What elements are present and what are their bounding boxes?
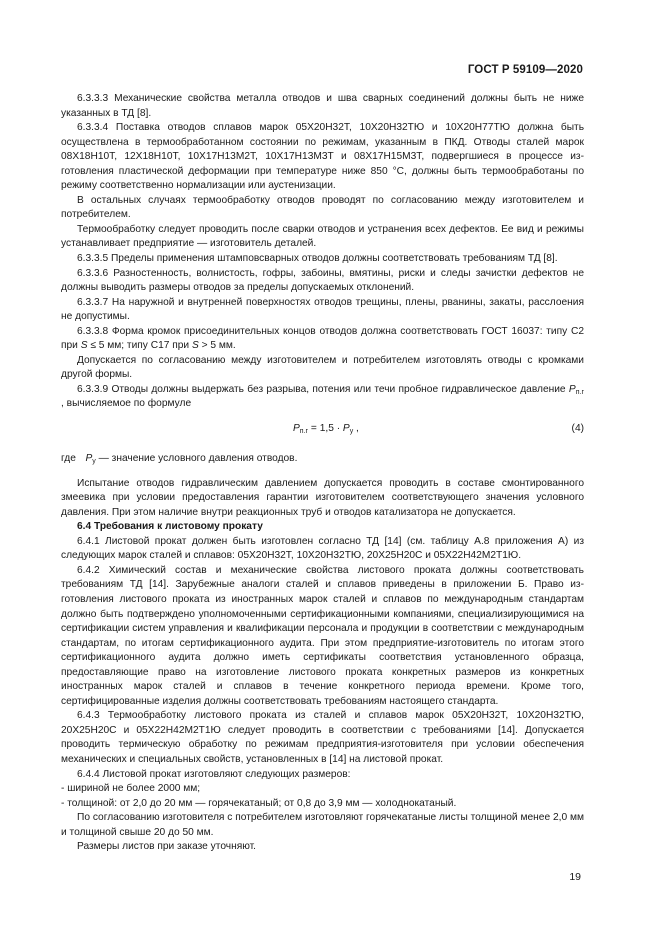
- section-heading-6-4: 6.4 Требования к листовому прокату: [77, 521, 263, 533]
- wall-thickness-symbol: S: [191, 340, 199, 352]
- paragraph-edges: Допускается по согласованию между изготовителем и потребителем изготовлять отводы с кромками другой формы.: [61, 354, 584, 381]
- formula-operator: = 1,5 ·: [308, 423, 343, 435]
- formula-number: (4): [571, 423, 584, 435]
- paragraph-6-3-3-5: 6.3.3.5 Пределы применения штамповсварных отводов должны соответствовать требованиям ТД [8].: [77, 253, 558, 265]
- paragraph-6-4-2: 6.4.2 Химический состав и механические свойства листового проката должны соответствовать требованиям ТД [14]. Зарубежные аналоги сталей и сплавов приведены в приложении Б. Право изготовления листового проката из иностранных марок сталей и сплавов по международным стандартам должно быть подтверждено уполномоченными сертификационными компаниями, специализирующимися на сертификации систем управления и квалификации персонала и продукции в соответствии с международным стандартам, по итогам сертификационного аудита. При этом предприятие-изготовитель по итогам этого сертификационного аудита должно иметь сертификаты соответствия установленного образца, предоставляющие право на изготовление листового проката конкретных размеров из конкретных иностранных марок сталей и сплавов в течение конкретного периода времени. Кроме того, сертифицированные изделия должны соответствовать требованиям настоящего стандарта.: [61, 564, 584, 707]
- paragraph-6-3-3-3: 6.3.3.3 Механические свойства металла отводов и шва сварных соединений должны быть не ниже указанных в ТД [8].: [61, 93, 584, 119]
- formula-expression: [293, 422, 359, 437]
- where-subscript: у: [92, 458, 96, 466]
- page-number: 19: [569, 871, 581, 883]
- list-item-thickness: - толщиной: от 2,0 до 20 мм — горячекатаный; от 0,8 до 3,9 мм — холоднокатаный.: [61, 797, 457, 809]
- paragraph-heat-treatment: Термообработку следует проводить после сварки отводов и устранения всех дефектов. Ее вид и режимы устанавливает предприятие — изготовитель деталей.: [61, 223, 584, 250]
- formula-rhs-symbol: P: [342, 423, 350, 435]
- where-label: где: [61, 453, 76, 465]
- paragraph-6-3-3-9: [61, 383, 584, 412]
- formula-rhs-subscript: у: [349, 428, 354, 436]
- standard-designation: ГОСТ Р 59109—2020: [467, 64, 583, 76]
- paragraph-6-3-3-8: [61, 325, 584, 354]
- condition-c17: > 5 мм.: [198, 340, 236, 352]
- where-symbol: P: [85, 453, 93, 465]
- paragraph-6-3-3-8-text: 6.3.3.8 Форма кромок присоединительных концов отводов должна соответствовать ГОСТ 16037: типу С2 при: [61, 325, 584, 352]
- paragraph-6-4-1: 6.4.1 Листовой прокат должен быть изготовлен согласно ТД [14] (см. таблицу А.8 приложения А) из следующих марок сталей и сплавов: 05Х20Н32Т, 10Х20Н32ТЮ, 20Х25Н20С и 05Х22Н42М2Т1Ю.: [61, 535, 584, 562]
- paragraph-6-3-3-6: 6.3.3.6 Разностенность, волнистость, гофры, забоины, вмятины, риски и следы зачистки дефектов не должны выводить размеры отводов за пределы допускаемых отклонений.: [61, 267, 584, 294]
- paragraph-6-3-3-4: 6.3.3.4 Поставка отводов сплавов марок 05Х20Н32Т, 10Х20Н32ТЮ и 10Х20Н77ТЮ должна быть осуществлена в термообработанном состоянии по режимам, указанным в ПКД. Отводы сталей марок 08Х18Н10Т, 12Х18Н10Т, 10Х17Н13М2Т, 10Х17Н13М3Т и 08Х17Н15М3Т, подвергшиеся в процессе изготовления пластической деформации при температуре ниже 850 °С, должны быть термообработаны по режиму соответственно нормализации или аустенизации.: [61, 122, 584, 192]
- paragraph-6-3-3-9-text: 6.3.3.9 Отводы должны выдержать без разрыва, потения или течи пробное гидравлическое давление: [77, 383, 566, 395]
- paragraph-sizes: Размеры листов при заказе уточняют.: [77, 841, 256, 853]
- paragraph-6-4-4: 6.4.4 Листовой прокат изготовляют следующих размеров:: [77, 768, 351, 780]
- paragraph-hydro-assembled: Испытание отводов гидравлическим давлением допускается проводить в составе смонтированного змеевика при условии предоставления гарантии изготовителем соответствующего значения условного давления. При этом наличие внутри реакционных труб и отводов катализатора не допускается.: [61, 477, 584, 518]
- wall-thickness-symbol: S: [80, 340, 88, 352]
- where-text: — значение условного давления отводов.: [95, 453, 298, 465]
- formula-4: [61, 422, 584, 438]
- paragraph-6-3-3-9-tail: , вычисляемое по формуле: [61, 398, 192, 410]
- test-pressure-symbol: P: [568, 383, 576, 395]
- paragraph-other-cases: В остальных случаях термообработку отводов проводят по согласованию между изготовителем и потребителем.: [61, 194, 584, 221]
- formula-lhs-subscript: п.г: [299, 428, 309, 436]
- formula-tail: ,: [353, 423, 359, 435]
- condition-c2: ≤ 5 мм; типу С17 при: [87, 340, 192, 352]
- formula-lhs-symbol: P: [293, 423, 300, 435]
- paragraph-6-4-3: 6.4.3 Термообработку листового проката из сталей и сплавов марок 05Х20Н32Т, 10Х20Н32ТЮ, 20Х25Н20С и 05Х22Н42М2Т1Ю следует проводить в соответствии с требованиями [14]. Допускается проводить термическую обработку по режимам предприятия-изготовителя при условии обеспечения механических и специальных свойств, установленных в [14] на листовой прокат.: [61, 710, 584, 765]
- test-pressure-subscript: п.г: [575, 388, 584, 396]
- list-item-width: - шириной не более 2000 мм;: [61, 783, 201, 795]
- where-clause: [61, 452, 584, 467]
- page-body: [61, 92, 584, 855]
- paragraph-6-3-3-7: 6.3.3.7 На наружной и внутренней поверхностях отводов трещины, плены, рванины, закаты, расслоения не допустимы.: [61, 296, 584, 323]
- paragraph-agreement: По согласованию изготовителя с потребителем изготовляют горячекатаные листы толщиной менее 2,0 мм и толщиной свыше 20 до 50 мм.: [61, 812, 584, 838]
